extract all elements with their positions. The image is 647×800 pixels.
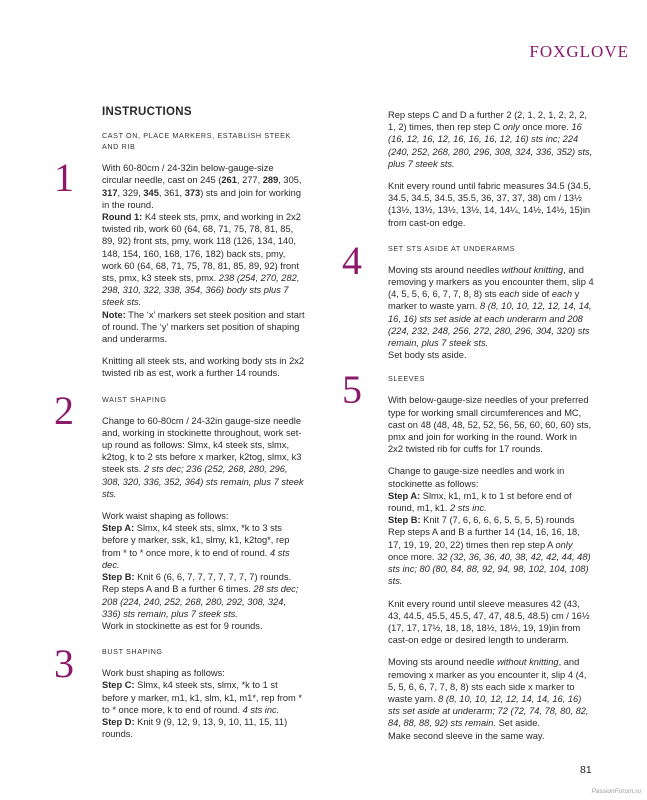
- step-3-section: [54, 641, 306, 740]
- text: , 329,: [117, 187, 144, 198]
- right-column: [342, 109, 594, 752]
- emphasis: only: [555, 539, 573, 550]
- text: Set body sts aside.: [388, 350, 467, 361]
- text: , and removing y markers as you encounter them, slip 4 (4, 5, 5, 6, 6, 7, 7, 8, 8) sts: [388, 264, 594, 300]
- step-5-cast-on-paragraph: With below-gauge-size needles of your preferred type for working small circumferences and MC, cast on 48 (48, 48, 52, 52, 56, 56, 60, 60, 60) sts, pmx and join for working in the round. Work in 2x2 twisted rib for cuffs for 17 rounds.: [388, 395, 592, 455]
- step-a-text: Slmx, k4 steek sts, slmx, *k to 3 sts before y marker, ssk, k1, slmy, k1, k2tog*, rep from * to * once more, k to end of round.: [102, 523, 290, 558]
- step-1-heading-line2: AND RIB: [102, 142, 136, 152]
- step-c-text: Slmx, k4 steek sts, slmx, *k to 1 st before y marker, m1, k1, slm, k1, m1*, rep from * to * once more, k to end of round.: [102, 680, 302, 715]
- text: once more.: [388, 551, 438, 562]
- page-number: 81: [580, 764, 592, 776]
- step-5-length-paragraph: Knit every round until sleeve measures 42 (43, 43, 44.5, 45.5, 45.5, 47, 47, 48.5, 48.5) cm / 16½ (17, 17, 17½, 18, 18, 18½, 18½, 19, 19)in from cast-on edge or desired length to underarm.: [388, 598, 590, 646]
- step-b-label: Step B:: [102, 572, 135, 583]
- step-5-underarm-paragraph: [388, 656, 594, 741]
- step-a-text: Slmx, k1, m1, k to 1 st before end of round, m1, k1.: [388, 490, 572, 514]
- step-c-count: 4 sts inc.: [242, 704, 280, 715]
- step-a-label: Step A:: [388, 490, 421, 501]
- note-text: The ‘x’ markers set steek position and start of round. The ‘y’ markers set position of shaping and underarms.: [102, 309, 305, 345]
- text: With 60-80cm / 24-32in below-gauge-size circular needle, cast on 245 (: [102, 163, 274, 186]
- bold-size: 289: [262, 175, 279, 186]
- step-a-label: Step A:: [102, 523, 135, 534]
- stitch-count: 8 (8, 10, 10, 12, 12, 14, 14, 16, 16) sts set aside at underarm; 72 (72, 74, 78, 80, 82, 84, 88, 88, 92) sts remain.: [388, 693, 589, 729]
- text: side of: [519, 289, 552, 300]
- emphasis: without knitting: [497, 657, 559, 668]
- step-number-2: 2: [54, 387, 74, 433]
- step-number-3: 3: [54, 641, 74, 687]
- bold-size: 261: [221, 175, 237, 186]
- left-column: [54, 106, 306, 750]
- step-5-heading: SLEEVES: [388, 374, 425, 384]
- step-4-paragraph: [388, 264, 594, 362]
- step-number-1: 1: [54, 155, 74, 201]
- note-label: Note:: [102, 309, 126, 320]
- step-3-measure-paragraph: Knit every round until fabric measures 34.5 (34.5, 34.5, 34.5, 34.5, 35.5, 36, 37, 37, 38) cm / 13½ (13½, 13½, 13½, 13½, 14, 14¼, 14½, 14½, 15)in from cast-on edge.: [388, 181, 592, 228]
- stitch-count: 28 sts dec; 208 (224, 240, 252, 268, 280, 292, 308, 324, 336) sts remain, plus 7 steek sts.: [102, 584, 299, 619]
- step-1-heading: [102, 130, 306, 152]
- text: Change to 60-80cm / 24-32in gauge-size needle and, working in stockinette throughout, work set-up round as follows: Slmx, k4 steek sts, slmx, k2tog, k to 2 sts before x marker, k2tog, slmx, k3 steek sts.: [102, 415, 302, 475]
- step-c-label: Step C:: [102, 680, 135, 691]
- text: Moving sts around needles: [388, 264, 502, 275]
- text: Moving sts around needle: [388, 657, 498, 668]
- step-3-bust-paragraph: [102, 667, 306, 740]
- stitch-count: 32 (32, 36, 36, 40, 38, 42, 42, 44, 48) sts inc; 80 (80, 84, 88, 92, 94, 98, 102, 104, 108) sts.: [388, 551, 591, 587]
- stitch-count: 16 (16, 12, 16, 12, 16, 16, 16, 12, 16) sts inc; 224 (240, 252, 268, 280, 296, 308, 324, 336, 352) sts, plus 7 steek sts.: [388, 122, 593, 169]
- emphasis: only: [502, 122, 520, 133]
- text: Rep steps A and B a further 14 (14, 16, 16, 18, 17, 19, 19, 20, 22) times then rep step A: [388, 527, 580, 550]
- bold-size: 345: [143, 187, 159, 198]
- step-1-heading-line1: CAST ON, PLACE MARKERS, ESTABLISH STEEK: [102, 131, 291, 141]
- text: Rep steps A and B a further 6 times.: [102, 584, 254, 595]
- round-1-label: Round 1:: [102, 212, 143, 223]
- step-1-rib-paragraph: Knitting all steek sts, and working body sts in 2x2 twisted rib as est, work a further 14 rounds.: [102, 356, 305, 379]
- step-2-waist-paragraph: [102, 510, 306, 632]
- step-b-text: Knit 7 (7, 6, 6, 6, 6, 5, 5, 5, 5) rounds: [420, 515, 575, 526]
- step-5-section: [342, 367, 594, 741]
- step-a-count: 4 sts dec.: [102, 547, 290, 570]
- step-d-label: Step D:: [102, 716, 135, 727]
- step-5-increase-paragraph: [388, 465, 594, 587]
- text: once more.: [519, 122, 572, 133]
- step-4-heading: SET STS ASIDE AT UNDERARMS: [388, 243, 516, 253]
- text: , 277,: [236, 175, 263, 186]
- step-3-continued: [388, 109, 594, 229]
- emphasis: without knitting: [501, 264, 564, 275]
- text: y marker to waste yarn.: [388, 289, 580, 312]
- pattern-title: FOXGLOVE: [529, 42, 629, 61]
- round-1-stitch-count: 238 (254, 270, 282, 298, 310, 322, 338, 354, 366) body sts plus 7 steek sts.: [102, 273, 300, 308]
- step-b-text: Knit 6 (6, 6, 7, 7, 7, 7, 7, 7, 7) rounds.: [134, 572, 292, 583]
- text: Work bust shaping as follows:: [102, 668, 225, 679]
- text: , 361,: [158, 187, 185, 198]
- step-number-5: 5: [342, 367, 362, 413]
- step-4-section: [342, 237, 594, 362]
- step-1-cast-on-paragraph: [102, 162, 306, 345]
- step-2-section: [54, 387, 306, 632]
- text: Set aside.: [496, 718, 540, 729]
- stitch-count: 8 (8, 10, 10, 12, 12, 14, 14, 16, 16) sts set aside at each underarm and 208 (224, 232, 248, 256, 272, 280, 296, 304, 320) sts remain, plus 7 steek sts.: [388, 301, 592, 349]
- emphasis: each: [499, 289, 520, 300]
- instructions-heading: INSTRUCTIONS: [102, 106, 192, 118]
- text: Rep steps C and D a further 2 (2, 1, 2, 1, 2, 2, 2, 1, 2) times, then rep step C: [388, 110, 587, 133]
- step-3-heading: BUST SHAPING: [102, 647, 163, 657]
- text: Work waist shaping as follows:: [102, 511, 229, 522]
- step-b-label: Step B:: [388, 515, 421, 526]
- step-2-setup-paragraph: [102, 415, 306, 500]
- round-1-text: K4 steek sts, pmx, and working in 2x2 twisted rib, work 60 (64, 68, 71, 75, 78, 81, 85, 89, 92) front sts, pmy, work 118 (126, 134, 140, 148, 154, 160, 168, 176, 182) back sts, pmy, work 60 (64, 68, 71, 75, 78, 81, 85, 89, 92) front sts, pmx, k3 steek sts, pmx.: [102, 212, 301, 284]
- text: , 305,: [278, 175, 302, 186]
- text: Work in stockinette as est for 9 rounds.: [102, 620, 263, 631]
- watermark: PassionForum.ru: [591, 788, 641, 795]
- emphasis: each: [551, 289, 573, 300]
- bold-size: 317: [102, 187, 118, 198]
- step-2-heading: WAIST SHAPING: [102, 394, 167, 404]
- step-a-count: 2 sts inc.: [450, 503, 487, 514]
- text: Change to gauge-size needles and work in stockinette as follows:: [388, 466, 565, 489]
- step-number-4: 4: [342, 237, 362, 283]
- stitch-count: 2 sts dec; 236 (252, 268, 280, 296, 308, 320, 336, 352, 364) sts remain, plus 7 steek sts.: [102, 464, 304, 499]
- text: , and removing x marker as you encounter it, slip 4 (4, 5, 5, 6, 6, 7, 7, 8, 8) sts each side x marker to waste yarn.: [388, 657, 587, 704]
- step-1-section: [54, 130, 306, 379]
- step-3-repeat-paragraph: [388, 109, 594, 170]
- bold-size: 373: [184, 187, 201, 198]
- step-d-text: Knit 9 (9, 12, 9, 13, 9, 10, 11, 15, 11) rounds.: [102, 716, 288, 740]
- text: ) sts and join for working in the round.: [102, 187, 301, 210]
- text: Make second sleeve in the same way.: [388, 730, 545, 741]
